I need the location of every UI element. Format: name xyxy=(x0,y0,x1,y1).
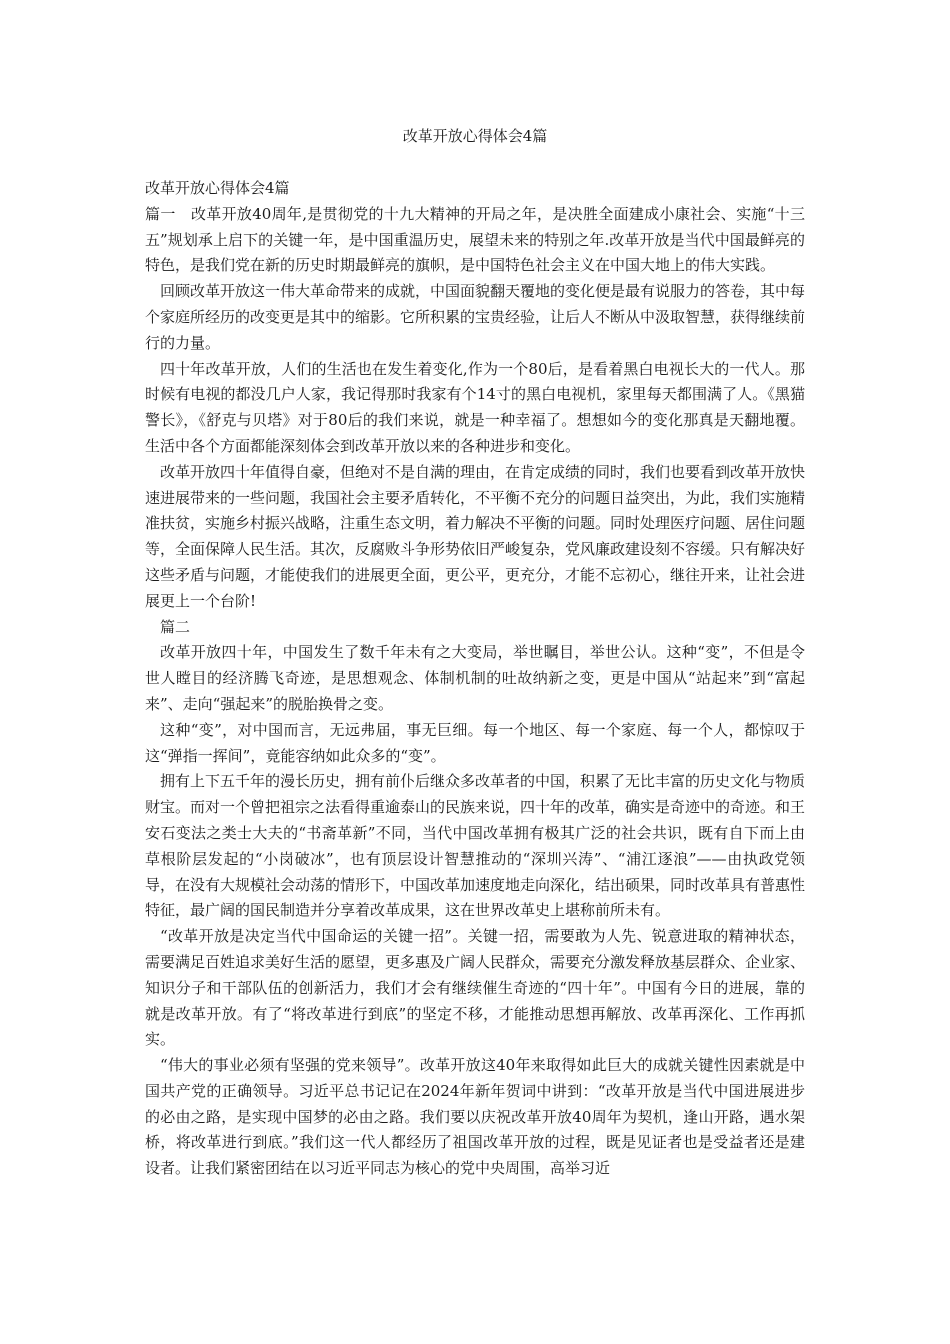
paragraph: 回顾改革开放这一伟大革命带来的成就，中国面貌翻天覆地的变化便是最有说服力的答卷，其中每个家庭所经历的改变更是其中的缩影。它所积累的宝贵经验，让后人不断从中汲取智慧，获得继续前行的力量。 xyxy=(145,282,806,352)
document-title: 改革开放心得体会4篇 xyxy=(402,127,548,145)
paragraph: 四十年改革开放，人们的生活也在发生着变化,作为一个80后，是看着黑白电视长大的一代人。那时候有电视的都没几户人家，我记得那时我家有个14寸的黑白电视机，家里每天都围满了人。《黑猫警长》，《舒克与贝塔》对于80后的我们来说，就是一种幸福了。想想如今的变化那真是天翻地覆。生活中各个方面都能深刻体会到改革开放以来的各种进步和变化。 xyxy=(145,359,805,455)
paragraph: “伟大的事业必须有坚强的党来领导”。改革开放这40年来取得如此巨大的成就关键性因素就是中国共产党的正确领导。习近平总书记记在2024年新年贺词中讲到：“改革开放是当代中国进展进步的必由之路，是实现中国梦的必由之路。我们要以庆祝改革开放40周年为契机，逢山开路，遇水架桥，将改革进行到底。”我们这一代人都经历了祖国改革开放的过程，既是见证者也是受益者还是建设者。让我们紧密团结在以习近平同志为核心的党中央周围，高举习近 xyxy=(145,1056,805,1178)
paragraph: 这种“变”，对中国而言，无远弗届，事无巨细。每一个地区、每一个家庭、每一个人，都惊叹于这“弹指一挥间”，竟能容纳如此众多的“变”。 xyxy=(145,720,805,765)
document-body xyxy=(145,176,805,1182)
paragraph: 改革开放四十年，中国发生了数千年未有之大变局，举世瞩目，举世公认。这种“变”，不但是令世人瞠目的经济腾飞奇迹，是思想观念、体制机制的吐故纳新之变，更是中国从“站起来”到“富起来”、走向“强起来”的脱胎换骨之变。 xyxy=(145,643,805,713)
paragraph: “改革开放是决定当代中国命运的关键一招”。关键一招，需要敢为人先、锐意进取的精神状态，需要满足百姓追求美好生活的愿望，更多惠及广阔人民群众，需要充分激发释放基层群众、企业家、知识分子和干部队伍的创新活力，我们才会有继续催生奇迹的“四十年”。中国有今日的进展，靠的就是改革开放。有了“将改革进行到底”的坚定不移，才能推动思想再解放、改革再深化、工作再抓实。 xyxy=(145,927,806,1049)
section-heading-part2: 篇二 xyxy=(160,617,191,636)
document-subtitle: 改革开放心得体会4篇 xyxy=(145,179,290,197)
paragraph: 改革开放四十年值得自豪，但绝对不是自满的理由，在肯定成绩的同时，我们也要看到改革开放快速进展带来的一些问题，我国社会主要矛盾转化，不平衡不充分的问题日益突出，为此，我们实施精准扶贫，实施乡村振兴战略，注重生态文明，着力解决不平衡的问题。同时处理医疗问题、居住问题等，全面保障人民生活。其次，反腐败斗争形势依旧严峻复杂，党风廉政建设刻不容缓。只有解决好这些矛盾与问题，才能使我们的进展更全面，更公平，更充分，才能不忘初心，继往开来，让社会进展更上一个台阶! xyxy=(145,462,806,610)
paragraph: 拥有上下五千年的漫长历史，拥有前仆后继众多改革者的中国，积累了无比丰富的历史文化与物质财宝。而对一个曾把祖宗之法看得重逾泰山的民族来说，四十年的改革，确实是奇迹中的奇迹。和王安石变法之类士大夫的“书斋革新”不同，当代中国改革拥有极其广泛的社会共识，既有自下而上由草根阶层发起的“小岗破冰”，也有顶层设计智慧推动的“深圳兴涛”、“浦江逐浪”——由执政党领导，在没有大规模社会动荡的情形下，中国改革加速度地走向深化，结出硕果，同时改革具有普惠性特征，最广阔的国民制造并分享着改革成果，这在世界改革史上堪称前所未有。 xyxy=(145,772,806,920)
paragraph-part1-intro: 篇一 改革开放40周年,是贯彻党的十九大精神的开局之年，是决胜全面建成小康社会、实施“十三五”规划承上启下的关键一年，是中国重温历史，展望未来的特别之年.改革开放是当代中国最鲜亮的特色，是我们党在新的历史时期最鲜亮的旗帜，是中国特色社会主义在中国大地上的伟大实践。 xyxy=(145,204,805,275)
